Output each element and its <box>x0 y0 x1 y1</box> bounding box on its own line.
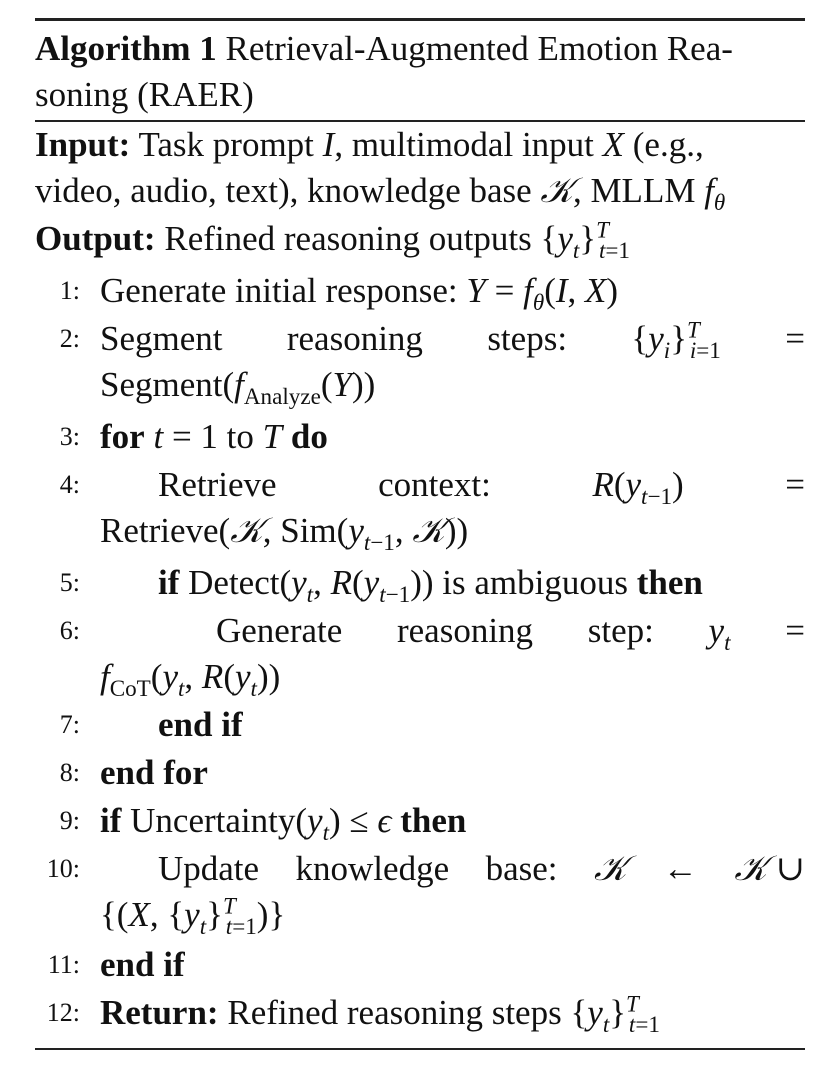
step-8-text: end for <box>100 753 208 792</box>
step-number: 9: <box>59 806 80 835</box>
algorithm-label: Algorithm 1 <box>35 29 217 68</box>
step-number: 10: <box>46 854 80 883</box>
step-3-text: for t = 1 to T do <box>100 417 328 456</box>
step-number: 2: <box>59 324 80 353</box>
input-text-line2: video, audio, text), knowledge base 𝒦, MLLM $f_\theta$ <box>35 171 726 215</box>
step-number: 12: <box>46 998 80 1027</box>
input-label: Input: <box>35 125 131 164</box>
step-1-text: Generate initial response: $Y = f_\theta(I$, X) <box>100 271 619 315</box>
step-10-text-line1: Update knowledge base: 𝒦 ← 𝒦 ∪ <box>158 849 805 889</box>
step-9-text: if $Uncertainty(y_t) \le \epsilon$ then <box>100 801 467 845</box>
step-4-text-line1: Retrieve context: $R(y_{t-1})$ = <box>158 465 805 509</box>
step-2-text-line1: Segment reasoning steps: $\{y_i\}^T_{i=1}$ = <box>100 316 805 363</box>
step-number: 4: <box>59 470 80 499</box>
step-6-text-line2: $f_{CoT}(y_t$, $R(y_t)$) <box>100 657 281 701</box>
input-text-line1: Task prompt I, multimodal input X (e.g., <box>138 125 704 164</box>
output-line <box>35 216 630 263</box>
algorithm-caption-line2 <box>35 74 254 116</box>
step-7-text: end if <box>158 705 243 744</box>
step-number: 5: <box>59 568 80 597</box>
step-4-text-line2: Retrieve(𝒦, $Sim(y_{t-1}$, 𝒦)) <box>100 511 469 555</box>
top-rule <box>35 18 805 21</box>
step-number: 6: <box>59 616 80 645</box>
step-11-text: end if <box>100 945 185 984</box>
step-number: 7: <box>59 710 80 739</box>
step-12-text: Return: Refined reasoning steps $\{y_t\}^T_{t=1}$ <box>100 990 660 1037</box>
output-text: Refined reasoning outputs $\{y_t\}^T_{t=1}$ <box>164 216 630 263</box>
algorithm-caption-line1 <box>35 28 733 70</box>
step-2-text-line2: $Segment(f_{Analyze}(Y))$ <box>100 365 376 409</box>
step-6-text-line1: Generate reasoning step: $y_t$ = <box>216 611 805 655</box>
input-line1 <box>35 124 704 166</box>
algorithm-title-line1: Retrieval-Augmented Emotion Rea- <box>225 29 733 68</box>
step-number: 3: <box>59 422 80 451</box>
step-number: 8: <box>59 758 80 787</box>
bottom-rule <box>35 1048 805 1050</box>
step-5-text: if $Detect(y_t$, $R(y_{t-1})$) is ambiguous then <box>158 563 703 607</box>
algorithm-title-line2: soning (RAER) <box>35 75 254 114</box>
input-line2 <box>35 170 726 215</box>
step-10-text-line2: {(X, $\{y_t\}^T_{t=1}$)} <box>100 892 286 939</box>
step-number: 11: <box>47 950 80 979</box>
step-number: 1: <box>59 276 80 305</box>
output-label: Output: <box>35 219 156 258</box>
caption-rule <box>35 120 805 122</box>
